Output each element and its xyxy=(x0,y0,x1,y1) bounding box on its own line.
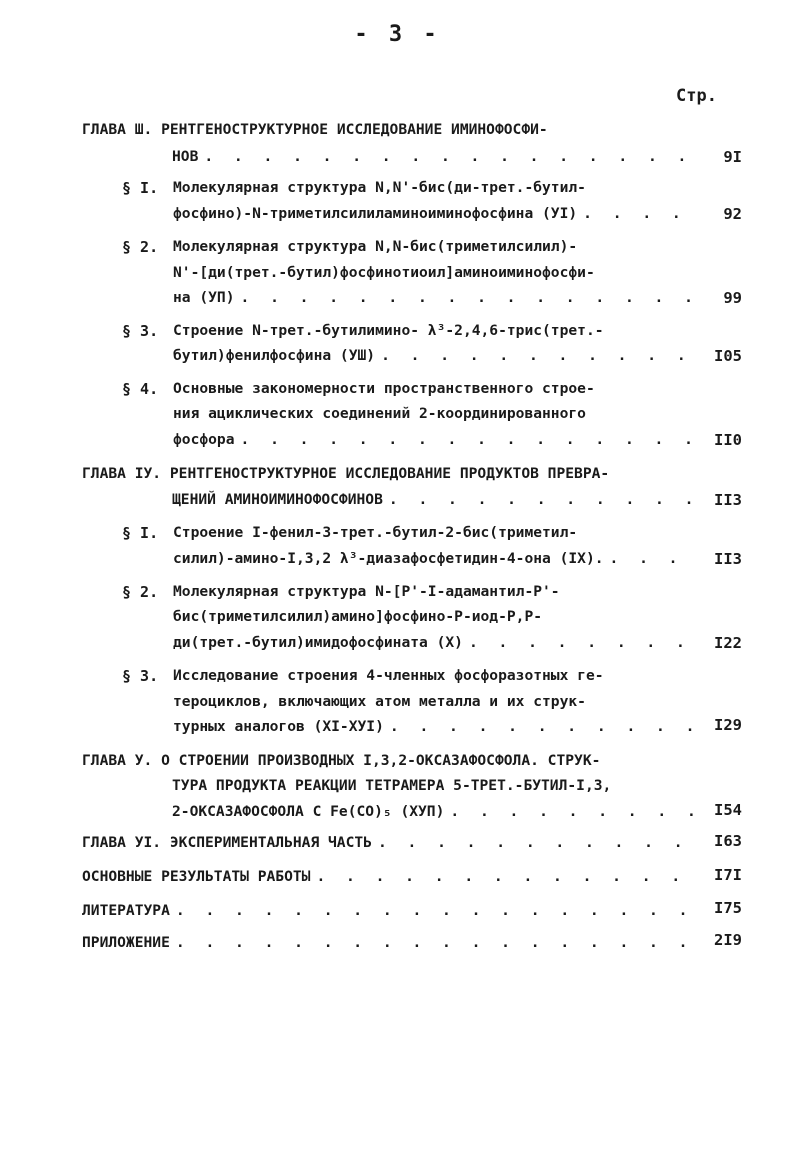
page-ref: I54 xyxy=(714,801,742,819)
dot-leader xyxy=(378,831,694,855)
toc-line xyxy=(82,462,694,486)
page-ref: I29 xyxy=(714,716,742,734)
page-ref: I05 xyxy=(714,347,742,365)
entry-text: РЕНТГЕНОСТРУКТУРНОЕ ИССЛЕДОВАНИЕ ИМИНОФОСФИ- xyxy=(161,121,548,138)
page-number: - 3 - xyxy=(354,22,441,47)
entry-text: бутил)фенилфосфина (УШ) xyxy=(173,347,376,364)
entry-text: фосфино)-N-триметилсилиламиноиминофосфина (УI) xyxy=(173,205,578,222)
entry-text: РЕНТГЕНОСТРУКТУРНОЕ ИССЛЕДОВАНИЕ ПРОДУКТОВ ПРЕВРА- xyxy=(169,465,610,482)
toc-line xyxy=(173,286,695,310)
chapter-label: ГЛАВА IУ. xyxy=(82,465,162,482)
entry-text: Молекулярная структура N,N-бис(триметилсилил)- xyxy=(173,238,578,255)
entry-text: Исследование строения 4-членных фосфоразотных ге- xyxy=(173,667,604,684)
entry-text: О СТРОЕНИИ ПРОИЗВОДНЫХ I,3,2-ОКСАЗАФОСФОЛА. СТРУК- xyxy=(161,752,601,769)
entry-text: Строение N-трет.-бутилимино- λ³-2,4,6-трис(трет.- xyxy=(173,322,604,339)
section-label: § 4. xyxy=(122,380,159,398)
page-ref: I63 xyxy=(714,832,742,850)
page-ref: 9I xyxy=(723,148,742,166)
dot-leader xyxy=(389,488,694,512)
section-label: § 3. xyxy=(122,667,159,685)
dot-leader xyxy=(381,344,695,368)
chapter-label: ГЛАВА У. xyxy=(82,752,153,769)
entry-text: НОВ xyxy=(172,148,199,165)
toc-line xyxy=(173,344,695,368)
section-label: § 3. xyxy=(122,322,159,340)
page-ref: 2I9 xyxy=(714,931,742,949)
dot-leader xyxy=(450,800,694,824)
entry-text: бис(триметилсилил)амино]фосфино-P-иод-P,P- xyxy=(173,608,543,625)
toc-line xyxy=(82,118,694,142)
entry-text: 2-ОКСАЗАФОСФОЛА С Fe(CO)₅ (ХУП) xyxy=(172,803,445,820)
toc-line xyxy=(172,145,694,169)
toc-line xyxy=(173,631,695,655)
dot-leader xyxy=(241,428,695,452)
entry-text: ния ациклических соединений 2-координированного xyxy=(173,405,586,422)
section-label: § 2. xyxy=(122,583,159,601)
toc-line xyxy=(82,749,694,773)
page-ref: II0 xyxy=(714,431,742,449)
page-ref: I75 xyxy=(714,899,742,917)
dot-leader xyxy=(469,631,695,655)
entry-text: на (УП) xyxy=(173,289,235,306)
section-label: § I. xyxy=(122,524,159,542)
entry-text: Молекулярная структура N-[P'-I-адамантил-P'- xyxy=(173,583,560,600)
toc-line xyxy=(172,488,694,512)
dot-leader xyxy=(176,931,694,955)
dot-leader xyxy=(241,286,695,310)
toc-line xyxy=(82,931,694,955)
entry-text: ОСНОВНЫЕ РЕЗУЛЬТАТЫ РАБОТЫ xyxy=(82,868,311,885)
dot-leader xyxy=(583,202,695,226)
chapter-label: ГЛАВА Ш. xyxy=(82,121,153,138)
entry-text: ди(трет.-бутил)имидофосфината (Х) xyxy=(173,634,463,651)
page-ref: I7I xyxy=(714,866,742,884)
dot-leader xyxy=(204,145,694,169)
toc-line xyxy=(82,899,694,923)
page-ref: 99 xyxy=(723,289,742,307)
toc-line xyxy=(173,547,695,571)
chapter-label: ГЛАВА УI. xyxy=(82,834,162,851)
page-ref: II3 xyxy=(714,491,742,509)
entry-text: силил)-амино-I,3,2 λ³-диазафосфетидин-4-она (IX). xyxy=(173,550,604,567)
entry-text: Строение I-фенил-3-трет.-бутил-2-бис(триметил- xyxy=(173,524,578,541)
toc-line xyxy=(173,715,695,739)
entry-text: ПРИЛОЖЕНИЕ xyxy=(82,934,170,951)
entry-text: Молекулярная структура N,N'-бис(ди-трет.-бутил- xyxy=(173,179,586,196)
dot-leader xyxy=(390,715,695,739)
page-ref: I22 xyxy=(714,634,742,652)
toc-line xyxy=(82,865,694,889)
entry-text: N'-[ди(трет.-бутил)фосфинотиоил]аминоиминофосфи- xyxy=(173,264,595,281)
toc-line xyxy=(82,831,694,855)
toc-line xyxy=(172,800,694,824)
page-ref: 92 xyxy=(723,205,742,223)
page-column-header: Стр. xyxy=(676,86,717,106)
entry-text: ЭКСПЕРИМЕНТАЛЬНАЯ ЧАСТЬ xyxy=(169,834,372,851)
page-ref: II3 xyxy=(714,550,742,568)
entry-text: фосфора xyxy=(173,431,235,448)
dot-leader xyxy=(316,865,694,889)
entry-text: Основные закономерности пространственного строе- xyxy=(173,380,595,397)
dot-leader xyxy=(610,547,695,571)
entry-text xyxy=(82,831,372,855)
entry-text: ТУРА ПРОДУКТА РЕАКЦИИ ТЕТРАМЕРА 5-ТРЕТ.-БУТИЛ-I,3, xyxy=(172,777,612,794)
toc-line xyxy=(173,428,695,452)
entry-text: тероциклов, включающих атом металла и их струк- xyxy=(173,693,586,710)
section-label: § I. xyxy=(122,179,159,197)
entry-text: ЛИТЕРАТУРА xyxy=(82,902,170,919)
toc-line xyxy=(173,202,695,226)
dot-leader xyxy=(176,899,694,923)
section-label: § 2. xyxy=(122,238,159,256)
entry-text: турных аналогов (XI-ХУI) xyxy=(173,718,384,735)
entry-text: ЩЕНИЙ АМИНОИМИНОФОСФИНОВ xyxy=(172,491,383,508)
